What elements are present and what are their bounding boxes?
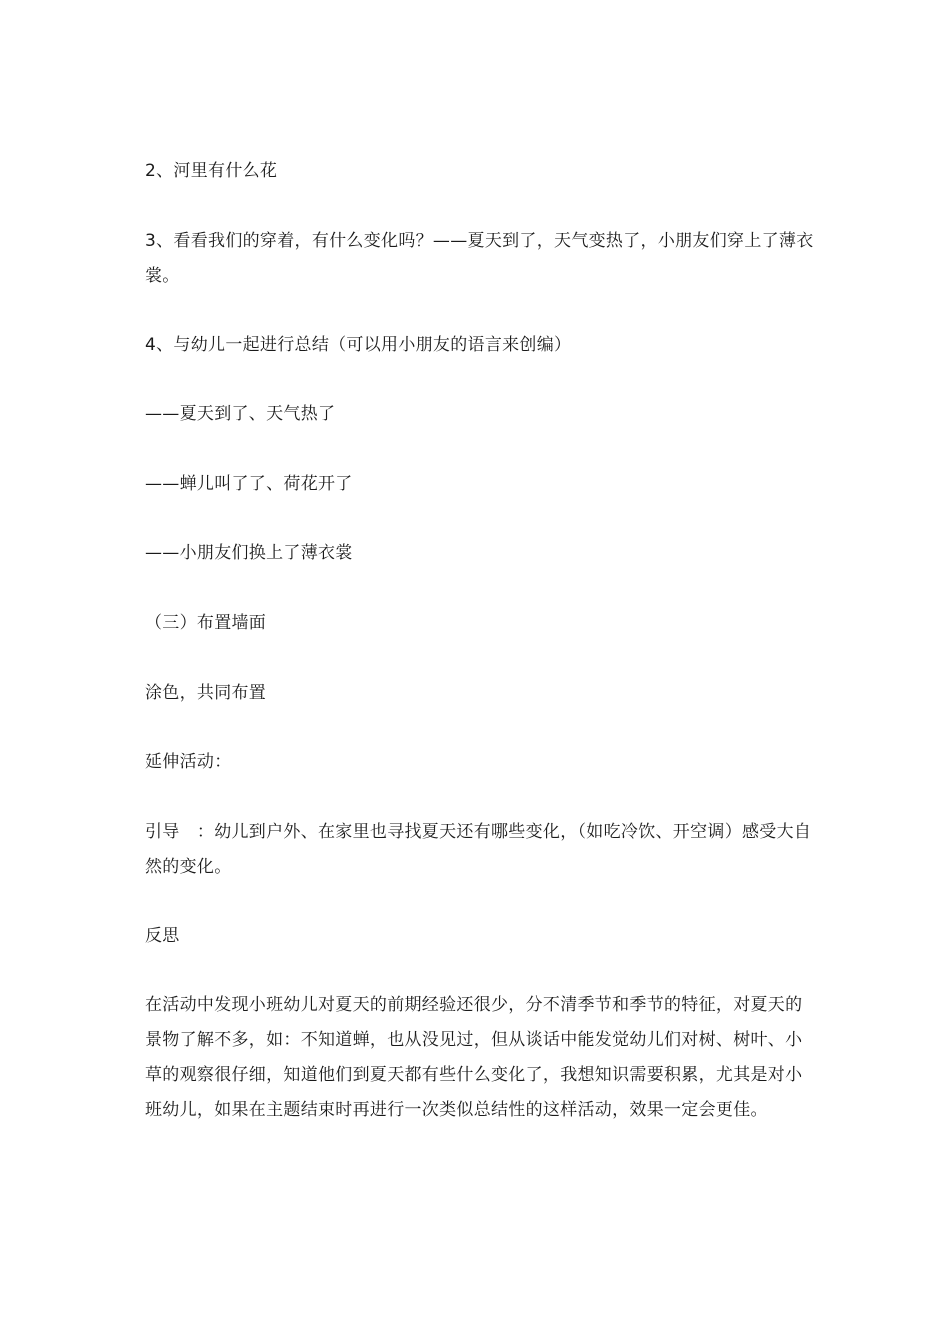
reflection-heading: 反思 [145,926,180,946]
summary-line-2: ——蝉儿叫了了、荷花开了 [145,474,353,494]
extension-activity-heading: 延伸活动： [145,752,232,772]
wall-coloring-text: 涂色，共同布置 [145,683,267,703]
step-3-clothing: 3、看看我们的穿着，有什么变化吗？——夏天到了，天气变热了，小朋友们穿上了薄衣裳。 [145,231,814,286]
reflection-paragraph: 在活动中发现小班幼儿对夏天的前期经验还很少，分不清季节和季节的特征，对夏天的景物了解不多，如：不知道蝉，也从没见过，但从谈话中能发觉幼儿们对树、树叶、小草的观察很仔细，知道他们到夏天都有些什么变化了，我想知识需要积累，尤其是对小班幼儿，如果在主题结束时再进行一次类似总结性的这样活动，效果一定会更佳。 [145,995,803,1120]
step-2-flowers: 2、河里有什么花 [145,161,278,181]
step-4-summary: 4、与幼儿一起进行总结（可以用小朋友的语言来创编） [145,335,572,355]
summary-line-3: ——小朋友们换上了薄衣裳 [145,543,353,563]
guidance-paragraph: 引导 ：幼儿到户外、在家里也寻找夏天还有哪些变化，（如吃冷饮、开空调）感受大自然的变化。 [145,822,812,877]
section-3-heading: （三）布置墙面 [145,613,267,633]
summary-line-1: ——夏天到了、天气热了 [145,404,336,424]
